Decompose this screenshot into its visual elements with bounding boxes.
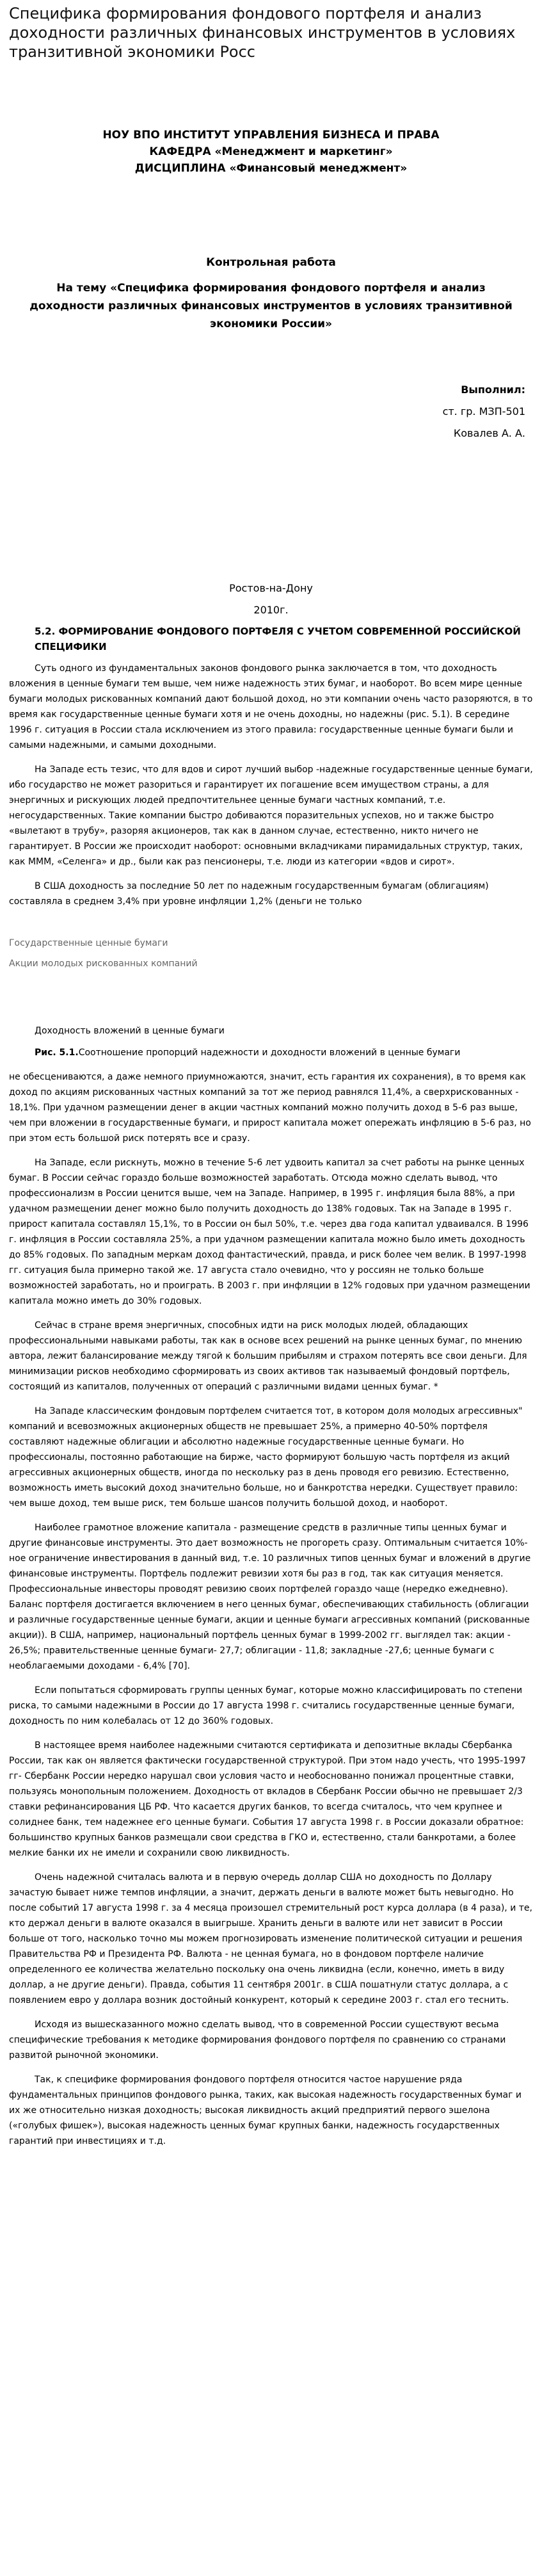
city: Ростов-на-Дону xyxy=(229,582,313,594)
figure-caption-text: Соотношение пропорций надежности и доходности вложений в ценные бумаги xyxy=(78,1048,461,1058)
body-text-part-2 xyxy=(9,1069,533,2149)
figure-caption xyxy=(9,1045,533,1060)
author-name: Ковалев А. А. xyxy=(453,427,525,439)
city-year-block xyxy=(9,578,533,621)
legend-item-gov-securities: Государственные ценные бумаги xyxy=(9,938,168,948)
paragraph: В США доходность за последние 50 лет по надежным государственным бумагам (облигациям) составляла в среднем 3,4% при уровне инфляции 1,2% (деньги не только xyxy=(9,881,489,907)
paragraph: На Западе есть тезис, что для вдов и сирот лучший выбор -надежные государственные ценные бумаги, ибо государство не может разориться и гарантирует их погашение всем имуществом страны, а для энергичных и рискующих людей предпочтительнее ценные бумаги частных компаний, т.е. негосударственных. Такие компании быстро добиваются поразительных успехов, но и также быстро «вылетают в трубу», разоряя акционеров, так как в данном случае, естественно, никто ничего не гарантирует. В России же происходит наоборот: основными вкладчиками пирамидальных структур, таких, как МММ, «Селенга» и др., были как раз пенсионеры, т.е. люди из категории «вдов и сирот». xyxy=(9,765,533,867)
paragraph: Если попытаться сформировать группы ценных бумаг, которые можно классифицировать по степени риска, то самыми надежными в России до 17 августа 1998 г. считались государственные ценные бумаги, доходность по ним колебалась от 12 до 360% годовых. xyxy=(9,1685,523,1726)
discipline-name: ДИСЦИПЛИНА «Финансовый менеджмент» xyxy=(134,162,408,175)
author-group: ст. гр. МЗП-501 xyxy=(442,405,525,417)
institute-name: НОУ ВПО ИНСТИТУТ УПРАВЛЕНИЯ БИЗНЕСА И ПРАВА xyxy=(102,129,440,142)
paragraph: Исходя из вышесказанного можно сделать вывод, что в современной России существуют весьма специфические требования к методике формирования фондового портфеля по сравнению со странами развитой рыночной экономики. xyxy=(9,2020,506,2061)
body-text-part-1 xyxy=(9,661,533,909)
paragraph: Так, к специфике формирования фондового портфеля относится частое нарушение ряда фундаментальных принципов фондового рынка, таких, как высокая надежность государственных бумаг и их же относительно низкая доходность; высокая ликвидность акций предприятий первого эшелона («голубых фишек»), высокая надежность ценных бумаг крупных банки, надежность государственных гарантий при инвестициях и т.д. xyxy=(9,2075,522,2146)
author-block xyxy=(9,379,533,444)
chart-legend xyxy=(9,936,533,971)
organization-block xyxy=(9,127,533,177)
work-title: Контрольная работа xyxy=(206,256,336,269)
paragraph: Суть одного из фундаментальных законов фондового рынка заключается в том, что доходность вложения в ценные бумаги тем выше, чем ниже надежность этих бумаг, и наоборот. Во всем мире ценные бумаги молодых рискованных компаний дают большой доход, но эти компании очень часто разоряются, в то время как государственные ценные бумаги хотя и не очень доходны, но надежны (рис. 5.1). В середине 1996 г. ситуация в России стала исключением из этого правила: государственные ценные бумаги были и самыми надежными, и самыми доходными. xyxy=(9,663,533,750)
chart-title: Доходность вложений в ценные бумаги xyxy=(35,1026,225,1036)
paragraph: Наиболее грамотное вложение капитала - размещение средств в различные типы ценных бумаг и другие финансовые инструменты. Это дает возможность не прогореть сразу. Оптимальным считается 10%-ное ограничение инвестирования в данный вид, т.е. 10 различных типов ценных бумаг и вложений в другие финансовые инструменты. Портфель подлежит ревизии хотя бы раз в год, так как ситуация меняется. Профессиональные инвесторы проводят ревизию своих портфелей гораздо чаще (нередко ежедневно). Баланс портфеля достигается включением в него ценных бумаг, обеспечивающих стабильность (облигации и различные государственные ценные бумаги, акции и ценные бумаги агрессивных компаний (рискованные акции)). В США, например, национальный портфель ценных бумаг в 1999-2002 гг. выглядел так: акции - 26,5%; правительственные ценные бумаги- 27,7; облигации - 11,8; закладные -27,6; ценные бумаги с необлагаемыми доходами - 6,4% [70]. xyxy=(9,1523,531,1671)
year: 2010г. xyxy=(253,604,289,616)
paragraph: В настоящее время наиболее надежными считаются сертификата и депозитные вклады Сбербанка России, так как он является фактически государственной структурой. При этом надо учесть, что 1995-1997 гг- Сбербанк России нередко нарушал свои условия часто и необоснованно понижал процентные ставки, пользуясь монопольным положением. Доходность от вкладов в Сбербанк России обычно не превышает 2/3 ставки рефинансирования ЦБ РФ. Что касается других банков, то всегда считалось, что чем крупнее и солиднее банк, тем надежнее его ценные бумаги. События 17 августа 1998 г. в России доказали обратное: большинство крупных банков размещали свои средства в ГКО и, естественно, стали банкротами, а более мелкие банки их не имели и сохранили свою ликвидность. xyxy=(9,1740,526,1858)
department-name: КАФЕДРА «Менеджмент и маркетинг» xyxy=(149,145,393,158)
author-label: Выполнил: xyxy=(461,384,525,396)
paragraph: Очень надежной считалась валюта и в первую очередь доллар США но доходность по Доллару зачастую бывает ниже темпов инфляции, а значит, держать деньги в валюте может быть невыгодно. Но после событий 17 августа 1998 г. за 4 месяца произошел стремительный рост курса доллара (в 4 раза), и те, кто держал деньги в валюте оказался в выигрыше. Хранить деньги в валюте или нет зависит в России больше от того, насколько точно мы можем прогнозировать изменение политической ситуации и решения Правительства РФ и Президента РФ. Валюта - не ценная бумага, но в фондовом портфеле наличие определенного ее количества желательно поскольку она очень ликвидна (если, конечно, иметь в виду доллар, а не другие деньги). Правда, события 11 сентября 2001г. в США пошатнули статус доллара, а с появлением евро у доллара возник достойный конкурент, который к середине 2003 г. стал его теснить. xyxy=(9,1872,532,2005)
paragraph: Сейчас в стране время энергичных, способных идти на риск молодых людей, обладающих профессиональными навыками работы, так как в основе всех решений на рынке ценных бумаг, по мнению автора, лежит балансирование между тягой к большим прибылям и страхом потерять все свои деньги. Для минимизации рисков необходимо сформировать из своих активов так называемый фондовый портфель, состоящий из капиталов, полученных от операций с различными видами ценных бумаг. * xyxy=(9,1320,527,1392)
paragraph: не обесцениваются, а даже немного приумножаются, значит, есть гарантия их сохранения), в то время как доход по акциям рискованных частных компаний за тот же период равнялся 11,4%, а сверхрискованных - 18,1%. При удачном размещении денег в акции частных компаний можно получить доход в 5-6 раз выше, чем при вложении в государственные бумаги, и прирост капитала может опережать инфляцию в 5-6 раз, но при этом есть большой риск потерять все и сразу. xyxy=(9,1072,531,1144)
paragraph: На Западе классическим фондовым портфелем считается тот, в котором доля молодых агрессивных" компаний и всевозможных акционерных обществ не превышает 25%, а примерно 40-50% портфеля составляют надежные облигации и абсолютно надежные государственные ценные бумаги. Но профессионалы, постоянно работающие на бирже, часто формируют большую часть портфеля из акций агрессивных акционерных обществ, иногда по нескольку раз в день проводя его ревизию. Естественно, возможность иметь высокий доход значительно больше, но и банкротства нередки. Существует правило: чем выше доход, тем выше риск, тем больше шансов получить большой доход, и наоборот. xyxy=(9,1406,523,1509)
paragraph: На Западе, если рискнуть, можно в течение 5-6 лет удвоить капитал за счет работы на рынке ценных бумаг. В России сейчас гораздо больше возможностей заработать. Отсюда можно сделать вывод, что профессионализм в России ценится выше, чем на Западе. Например, в 1995 г. инфляция была 88%, а при удачном размещении денег можно было получить доходность до 138% годовых. Так на Западе в 1995 г. прирост капитала составлял 15,1%, то в России он был 50%, т.е. через два года капитал удваивался. В 1996 г. инфляция в России составляла 25%, а при удачном размещении капитала можно было иметь доходность до 85% годовых. По западным меркам доход фантастический, правда, и риск более чем велик. В 1997-1998 гг. ситуация была примерно такой же. 17 августа стало очевидно, что у россиян не только больше возможностей заработать, но и проиграть. В 2003 г. при инфляции в 12% годовых при удачном размещении капитала можно иметь до 30% годовых. xyxy=(9,1158,530,1306)
work-topic: На тему «Специфика формирования фондового портфеля и анализ доходности различных финансовых инструментов в условиях транзитивной экономики России» xyxy=(29,282,513,330)
section-heading: 5.2. ФОРМИРОВАНИЕ ФОНДОВОГО ПОРТФЕЛЯ С УЧЕТОМ СОВРЕМЕННОЙ РОССИЙСКОЙ СПЕЦИФИКИ xyxy=(35,626,521,652)
figure-label: Рис. 5.1. xyxy=(35,1048,79,1058)
document-title: Специфика формирования фондового портфеля и анализ доходности различных финансовых инструментов в условиях транзитивной экономики Росс xyxy=(9,4,516,61)
legend-item-risky-shares: Акции молодых рискованных компаний xyxy=(9,959,198,969)
